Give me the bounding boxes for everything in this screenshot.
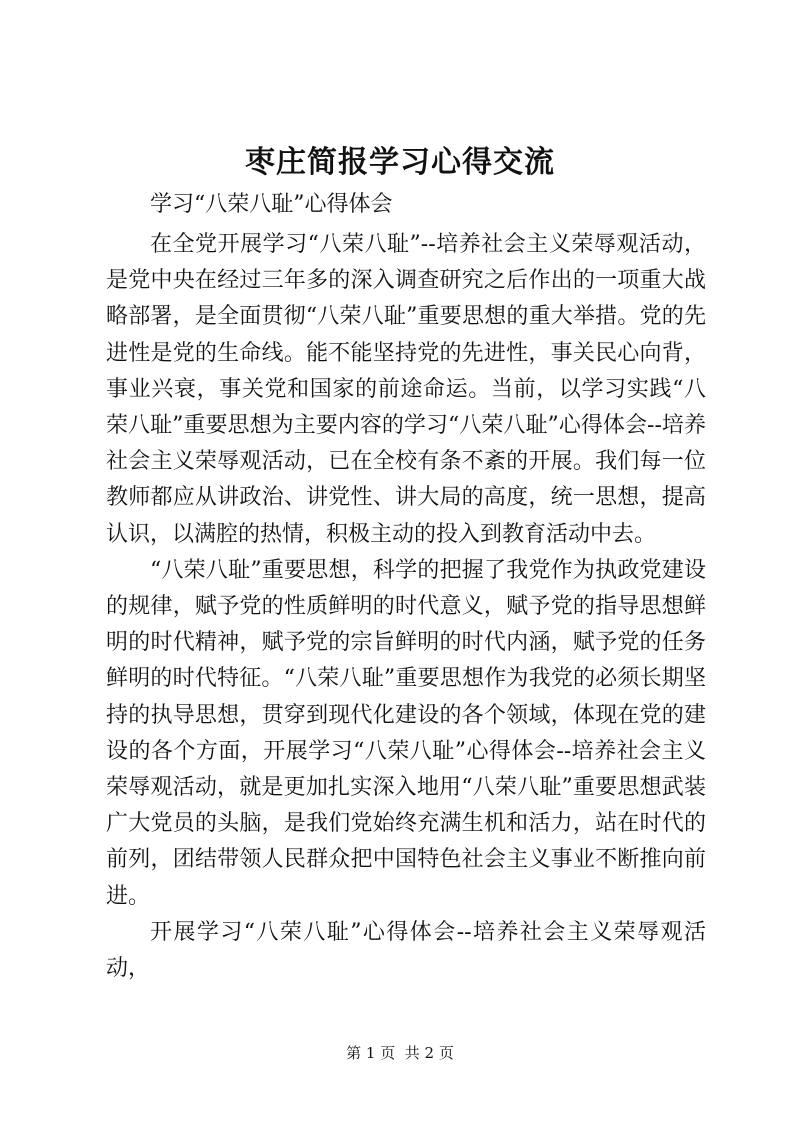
document-subtitle: 学习“八荣八耻”心得体会 xyxy=(150,192,393,217)
page-number-footer: 第 1 页 共 2 页 xyxy=(346,1044,454,1062)
document-title: 枣庄简报学习心得交流 xyxy=(245,145,555,180)
paragraph-3: 开展学习“八荣八耻”心得体会--培养社会主义荣辱观活动， xyxy=(106,919,706,982)
document-body xyxy=(106,227,706,987)
paragraph-2: “八荣八耻”重要思想，科学的把握了我党作为执政党建设的规律，赋予党的性质鲜明的时代意义，赋予党的指导思想鲜明的时代精神，赋予党的宗旨鲜明的时代内涵，赋予党的任务鲜明的时代特征。“八荣八耻”重要思想作为我党的必须长期坚持的执导思想，贯穿到现代化建设的各个领域，体现在党的建设的各个方面，开展学习“八荣八耻”心得体会--培养社会主义荣辱观活动，就是更加扎实深入地用“八荣八耻”重要思想武装广大党员的头脑，是我们党始终充满生机和活力，站在时代的前列，团结带领人民群众把中国特色社会主义事业不断推向前进。 xyxy=(106,557,706,909)
paragraph-1: 在全党开展学习“八荣八耻”--培养社会主义荣辱观活动，是党中央在经过三年多的深入调查研究之后作出的一项重大战略部署，是全面贯彻“八荣八耻”重要思想的重大举措。党的先进性是党的生命线。能不能坚持党的先进性，事关民心向背，事业兴衰，事关党和国家的前途命运。当前，以学习实践“八荣八耻”重要思想为主要内容的学习“八荣八耻”心得体会--培养社会主义荣辱观活动，已在全校有条不紊的开展。我们每一位教师都应从讲政治、讲党性、讲大局的高度，统一思想，提高认识，以满腔的热情，积极主动的投入到教育活动中去。 xyxy=(106,232,706,547)
